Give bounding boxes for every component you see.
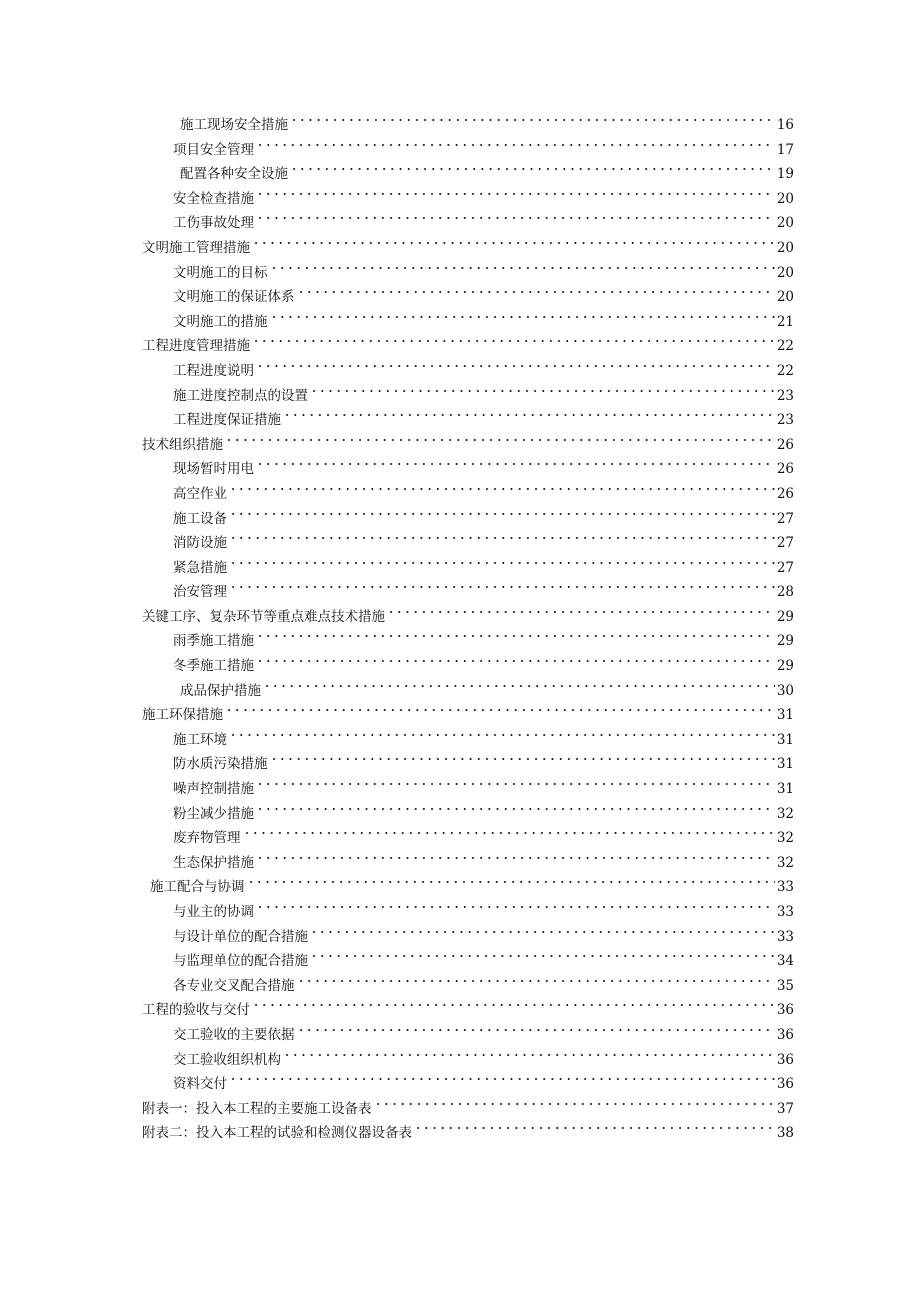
toc-dot-leader [270,262,775,274]
toc-entry[interactable] [142,261,794,286]
toc-entry-title: 工程的验收与交付 [142,1002,250,1019]
toc-entry-title: 防水质污染措施 [173,756,268,773]
toc-entry-page: 29 [776,608,794,625]
toc-entry[interactable] [142,285,794,310]
toc-entry[interactable] [142,310,794,335]
toc-entry-title: 废弃物管理 [173,830,241,847]
toc-dot-leader [252,999,775,1011]
toc-entry-title: 附表一：投入本工程的主要施工设备表 [142,1100,372,1117]
toc-entry[interactable] [142,949,794,974]
toc-entry[interactable] [142,236,794,261]
toc-entry[interactable] [142,900,794,925]
toc-entry[interactable] [142,384,794,409]
table-of-contents [142,113,794,1146]
toc-dot-leader [256,212,775,224]
toc-dot-leader [256,655,775,667]
toc-dot-leader [297,1024,775,1036]
toc-entry[interactable] [142,826,794,851]
toc-entry-title: 高空作业 [173,485,227,502]
toc-entry-title: 文明施工的措施 [173,313,268,330]
toc-entry[interactable] [142,482,794,507]
toc-entry-title: 工伤事故处理 [173,215,254,232]
toc-entry[interactable] [142,998,794,1023]
toc-dot-leader [225,434,775,446]
toc-entry-page: 23 [776,412,794,429]
toc-entry-page: 30 [776,682,794,699]
toc-entry-title: 工程进度说明 [173,362,254,379]
toc-entry-page: 20 [776,190,794,207]
toc-entry[interactable] [142,556,794,581]
toc-entry[interactable] [142,1072,794,1097]
toc-dot-leader [256,630,775,642]
toc-dot-leader [229,729,775,741]
toc-entry[interactable] [142,777,794,802]
toc-entry-page: 26 [776,436,794,453]
toc-entry-title: 消防设施 [173,535,227,552]
toc-entry-page: 36 [776,1002,794,1019]
toc-entry-page: 31 [776,707,794,724]
toc-entry-title: 施工环保措施 [142,707,223,724]
toc-entry-page: 33 [776,928,794,945]
toc-entry-page: 20 [776,264,794,281]
toc-entry-title: 冬季施工措施 [173,658,254,675]
toc-entry[interactable] [142,605,794,630]
toc-entry-page: 34 [776,953,794,970]
toc-entry[interactable] [142,531,794,556]
toc-entry-page: 29 [776,633,794,650]
toc-entry[interactable] [142,507,794,532]
toc-dot-leader [290,114,775,126]
toc-dot-leader [252,237,775,249]
toc-entry[interactable] [142,138,794,163]
toc-entry-page: 37 [776,1100,794,1117]
toc-entry-title: 粉尘减少措施 [173,805,254,822]
toc-entry-title: 文明施工的保证体系 [173,289,295,306]
toc-dot-leader [310,950,775,962]
toc-dot-leader [310,926,775,938]
toc-entry-page: 17 [776,141,794,158]
toc-entry-title: 治安管理 [173,584,227,601]
toc-dot-leader [270,753,775,765]
toc-dot-leader [263,680,775,692]
toc-entry-title: 关键工序、复杂环节等重点难点技术措施 [142,608,385,625]
toc-entry-page: 26 [776,485,794,502]
toc-entry-title: 文明施工的目标 [173,264,268,281]
toc-entry-page: 22 [776,362,794,379]
toc-entry[interactable] [142,162,794,187]
toc-entry-page: 36 [776,1026,794,1043]
toc-dot-leader [256,458,775,470]
toc-entry-title: 各专业交叉配合措施 [173,977,295,994]
toc-entry[interactable] [142,334,794,359]
toc-entry-page: 31 [776,731,794,748]
toc-entry-page: 36 [776,1076,794,1093]
toc-dot-leader [229,1073,775,1085]
toc-entry[interactable] [142,1097,794,1122]
toc-entry-title: 技术组织措施 [142,436,223,453]
toc-dot-leader [256,188,775,200]
toc-dot-leader [229,557,775,569]
toc-entry-page: 26 [776,461,794,478]
toc-dot-leader [310,385,775,397]
toc-entry-title: 配置各种安全设施 [180,166,288,183]
toc-entry-title: 工程进度管理措施 [142,338,250,355]
toc-entry-title: 施工设备 [173,510,227,527]
toc-dot-leader [252,335,775,347]
toc-entry-page: 36 [776,1051,794,1068]
toc-dot-leader [229,581,775,593]
toc-dot-leader [247,876,775,888]
toc-dot-leader [283,1049,775,1061]
toc-dot-leader [297,286,775,298]
toc-dot-leader [229,532,775,544]
toc-dot-leader [256,139,775,151]
toc-entry-page: 19 [776,166,794,183]
toc-entry-page: 35 [776,977,794,994]
toc-entry-title: 资料交付 [173,1076,227,1093]
toc-entry-title: 施工配合与协调 [150,879,245,896]
toc-entry-title: 雨季施工措施 [173,633,254,650]
toc-entry[interactable] [142,187,794,212]
toc-entry[interactable] [142,457,794,482]
toc-entry-page: 31 [776,756,794,773]
toc-dot-leader [374,1098,775,1110]
toc-entry-page: 32 [776,830,794,847]
toc-entry-page: 20 [776,239,794,256]
toc-entry-page: 31 [776,781,794,798]
toc-entry[interactable] [142,654,794,679]
toc-entry[interactable] [142,580,794,605]
toc-entry-page: 32 [776,854,794,871]
toc-entry-title: 成品保护措施 [180,682,261,699]
toc-dot-leader [283,409,775,421]
toc-entry-title: 紧急措施 [173,559,227,576]
toc-entry-page: 28 [776,584,794,601]
toc-entry[interactable] [142,925,794,950]
toc-entry-page: 29 [776,658,794,675]
toc-entry[interactable] [142,802,794,827]
toc-entry[interactable] [142,1023,794,1048]
toc-dot-leader [270,311,775,323]
toc-dot-leader [290,163,775,175]
toc-entry-title: 施工环境 [173,731,227,748]
toc-entry-page: 21 [776,313,794,330]
toc-entry[interactable] [142,974,794,999]
toc-dot-leader [243,827,775,839]
toc-dot-leader [256,803,775,815]
toc-entry-page: 27 [776,535,794,552]
toc-entry-page: 33 [776,879,794,896]
toc-entry-page: 27 [776,510,794,527]
toc-dot-leader [256,901,775,913]
toc-entry[interactable] [142,113,794,138]
toc-entry[interactable] [142,408,794,433]
toc-entry-page: 20 [776,289,794,306]
toc-entry-page: 32 [776,805,794,822]
toc-entry-title: 与监理单位的配合措施 [173,953,308,970]
toc-dot-leader [229,483,775,495]
toc-entry-title: 与业主的协调 [173,904,254,920]
toc-entry[interactable] [142,629,794,654]
toc-entry[interactable] [142,703,794,728]
toc-entry-title: 施工现场安全措施 [180,117,288,133]
toc-entry[interactable] [142,728,794,753]
toc-entry[interactable] [142,359,794,384]
toc-entry[interactable] [142,875,794,900]
toc-entry[interactable] [142,679,794,704]
toc-entry-page: 27 [776,559,794,576]
toc-dot-leader [387,606,775,618]
toc-entry[interactable] [142,211,794,236]
toc-dot-leader [256,360,775,372]
toc-entry-title: 工程进度保证措施 [173,412,281,429]
toc-dot-leader [414,1122,775,1134]
toc-entry[interactable] [142,752,794,777]
toc-dot-leader [256,778,775,790]
toc-entry-title: 与设计单位的配合措施 [173,928,308,945]
toc-entry-title: 交工验收组织机构 [173,1051,281,1068]
toc-entry-page: 38 [776,1125,794,1142]
toc-entry-title: 噪声控制措施 [173,781,254,798]
toc-entry-title: 文明施工管理措施 [142,239,250,256]
toc-entry-title: 安全检查措施 [173,190,254,207]
toc-entry-page: 33 [776,904,794,920]
toc-entry-page: 20 [776,215,794,232]
toc-entry[interactable] [142,851,794,876]
toc-entry-title: 现场暂时用电 [173,461,254,478]
toc-entry[interactable] [142,1121,794,1146]
toc-entry-title: 交工验收的主要依据 [173,1026,295,1043]
toc-entry[interactable] [142,1048,794,1073]
toc-entry-page: 22 [776,338,794,355]
toc-dot-leader [256,852,775,864]
toc-entry-title: 附表二：投入本工程的试验和检测仪器设备表 [142,1125,412,1142]
toc-entry-page: 23 [776,387,794,404]
toc-entry[interactable] [142,433,794,458]
toc-entry-title: 项目安全管理 [173,141,254,158]
toc-dot-leader [297,975,775,987]
toc-dot-leader [225,704,775,716]
toc-entry-title: 施工进度控制点的设置 [173,387,308,404]
toc-entry-page: 16 [776,117,794,133]
toc-dot-leader [229,508,775,520]
toc-entry-title: 生态保护措施 [173,854,254,871]
